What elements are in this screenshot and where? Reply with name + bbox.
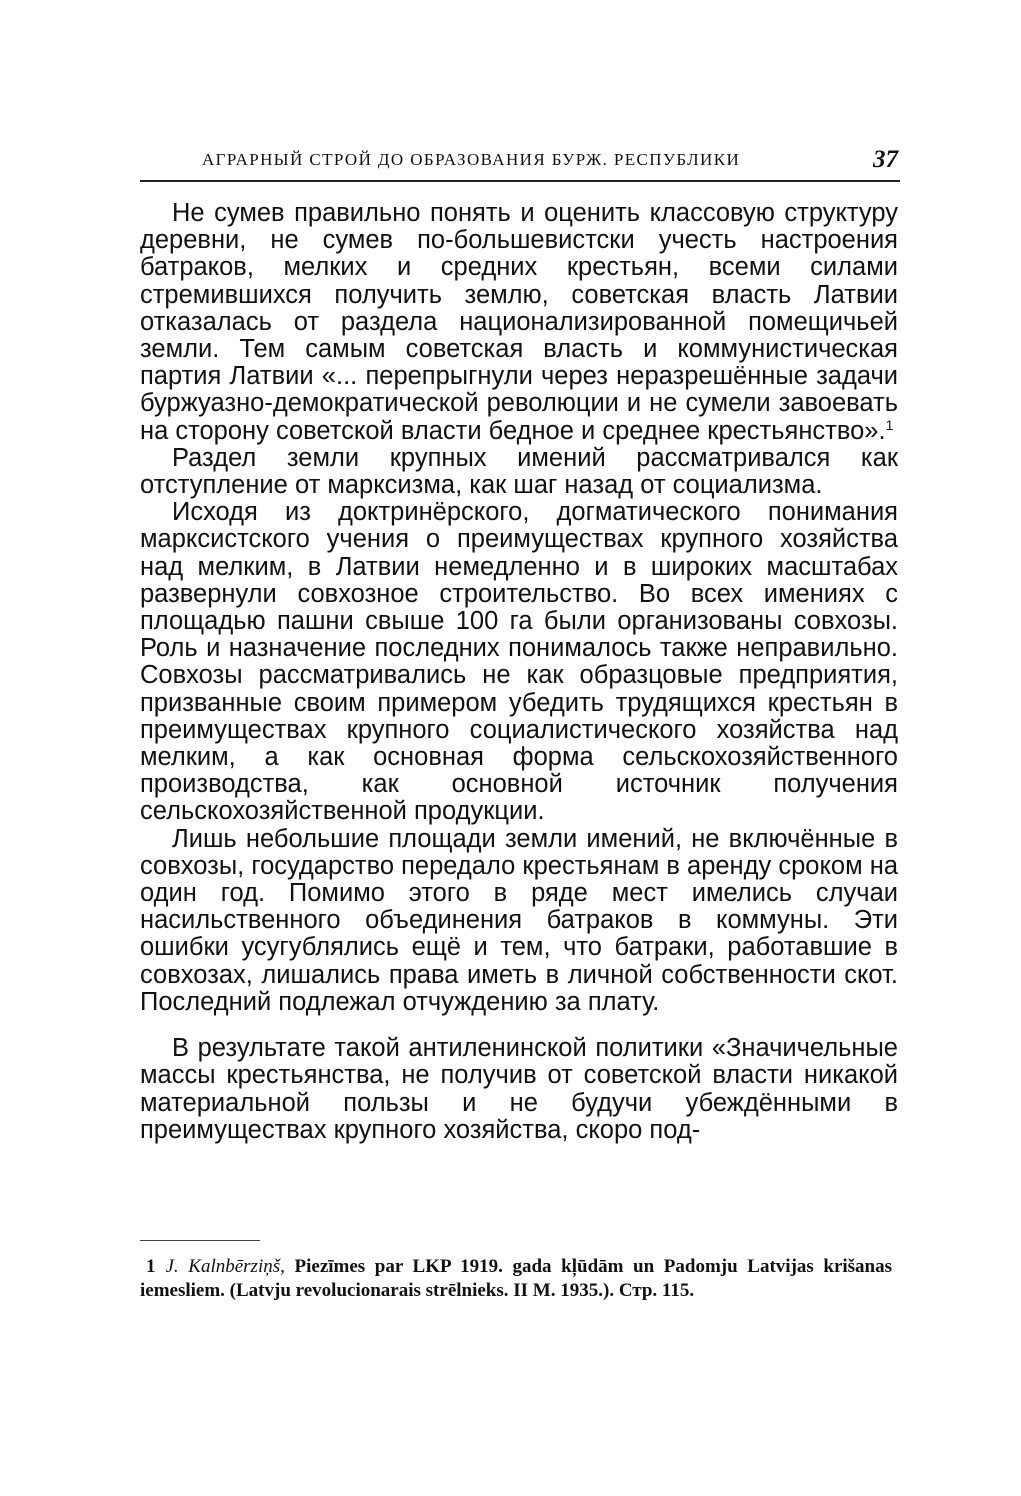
footnote-text: Piezīmes par LKP 1919. gada kļūdām un Padomju Latvijas krišanas iemesliem. (Latvju revolucionarais strēlnieks. II M. 1935.). Стр. 115. [140, 1256, 893, 1301]
paragraph-1-text: Не сумев правильно понять и оценить классовую структуру деревни, не сумев по-большевистски учесть настроения батраков, мелких и средних крестьян, всеми силами стремившихся получить землю, советская власть Латвии отказалась от раздела национализированной помещичьей земли. Тем самым советская власть и коммунистическая партия Латвии «... перепрыгнули через неразрешённые задачи буржуазно-демократической революции и не сумели завоевать на сторону советской власти бедное и среднее крестьянство». [140, 199, 898, 445]
footnote-mark: 1 [146, 1256, 156, 1277]
paragraph-3: Исходя из доктринёрского, догматического понимания марксистского учения о преимуществах крупного хозяйства над мелким, в Латвии немедленно и в широких масштабах развернули совхозное строительство. Во всех имениях с площадью пашни свыше 100 га были организованы совхозы. Роль и назначение последних понималось также неправильно. Совхозы рассматривались не как образцовые предприятия, призванные своим примером убедить трудящихся крестьян в преимуществах крупного социалистического хозяйства над мелким, а как основная форма сельскохозяйственного производства, как основной источник получения сельскохозяйственной продукции. [140, 498, 898, 826]
running-head [140, 148, 900, 182]
paragraph-4: Лишь небольшие площади земли имений, не включённые в совхозы, государство передало крестьянам в аренду сроком на один год. Помимо этого в ряде мест имелись случаи насильственного объединения батраков в коммуны. Эти ошибки усугублялись ещё и тем, что батраки, работавшие в совхозах, лишались права иметь в личной собственности скот. Последний подлежал отчуждению за плату. [140, 824, 898, 1016]
footnote [140, 1255, 892, 1303]
running-title: АГРАРНЫЙ СТРОЙ ДО ОБРАЗОВАНИЯ БУРЖ. РЕСПУБЛИКИ [202, 150, 741, 169]
paragraph-5: В результате такой антиленинской политики «Значичельные массы крестьянства, не получив от советской власти никакой материальной пользы и не будучи убеждёнными в преимуществах крупного хозяйства, скоро под- [140, 1034, 898, 1144]
paragraph-2: Раздел земли крупных имений рассматривался как отступление от марксизма, как шаг назад от социализма. [140, 443, 898, 500]
paragraph-1 [140, 200, 898, 445]
footnote-reference: 1 [885, 416, 894, 433]
body-text [140, 200, 898, 1144]
page-number: 37 [873, 146, 898, 173]
footnote-author: J. Kalnbērziņš, [165, 1256, 285, 1277]
footnote-rule [140, 1240, 260, 1241]
